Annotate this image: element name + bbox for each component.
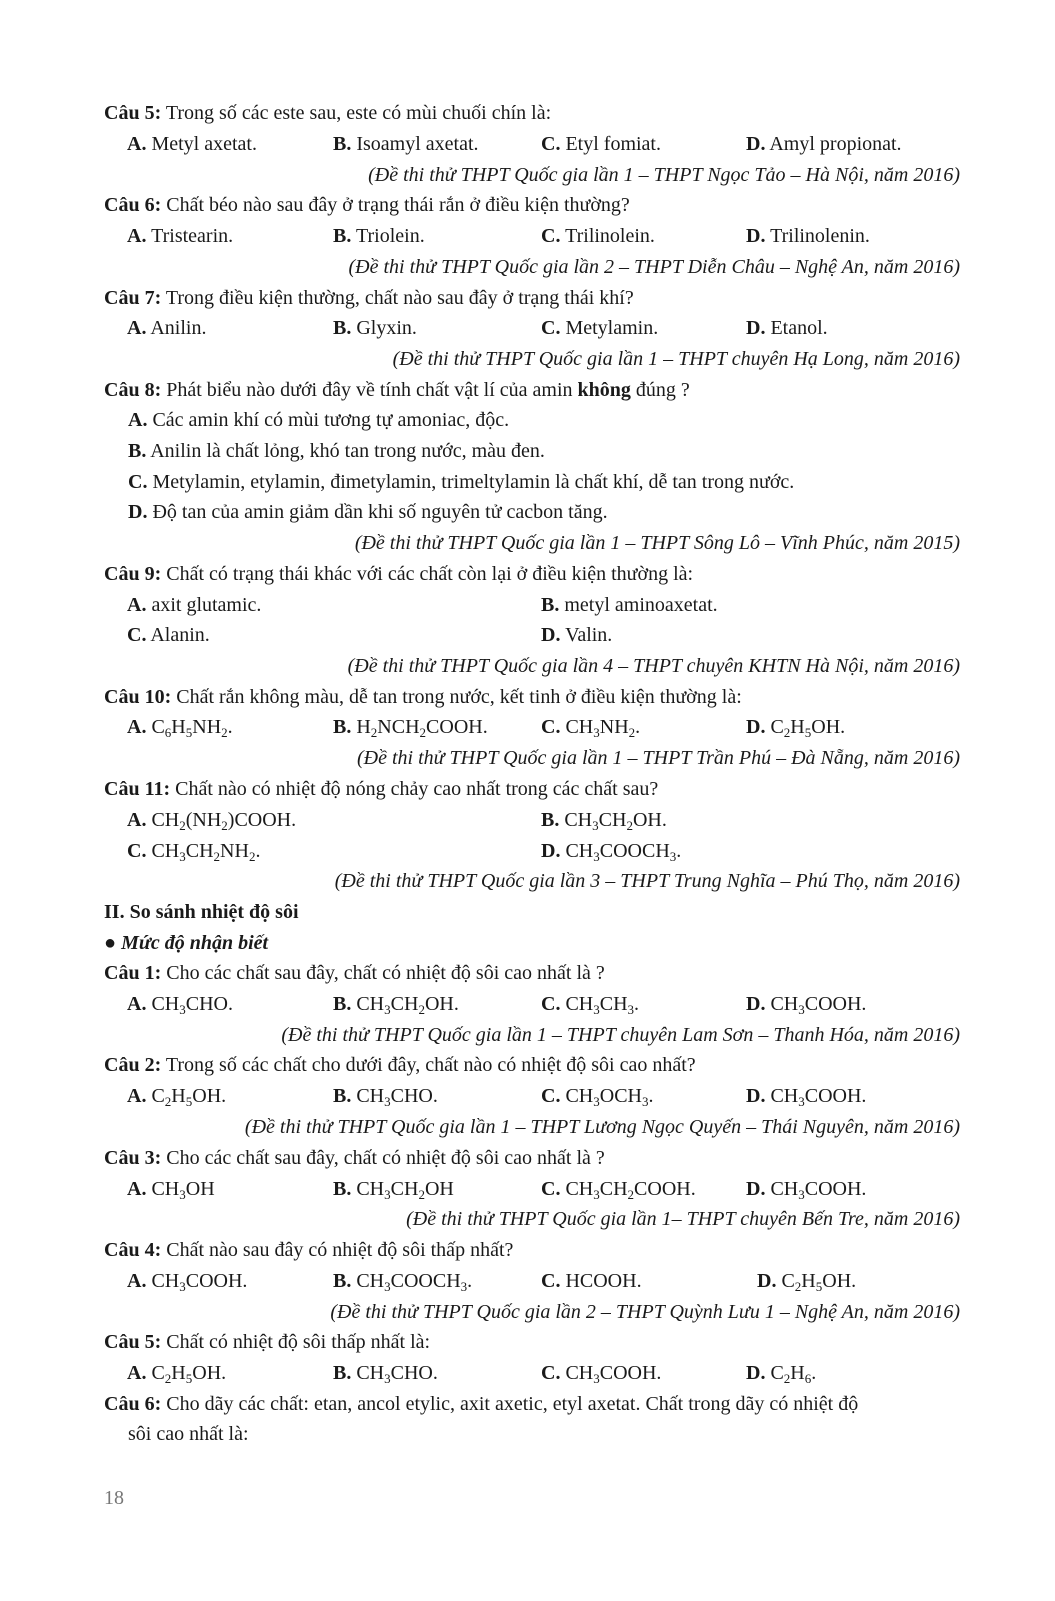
source-citation: (Đề thi thử THPT Quốc gia lần 4 – THPT chuyên KHTN Hà Nội, năm 2016)	[347, 655, 960, 677]
options-row: A. Metyl axetat. B. Isoamyl axetat. C. Etyl fomiat. D. Amyl propionat.	[127, 133, 902, 155]
question-1b: Câu 1: Cho các chất sau đây, chất có nhiệt độ sôi cao nhất là ?	[104, 962, 605, 984]
options-row: A. $C_2H_5OH$. B. $CH_3CHO$. C. $CH_3COOH$. D. $C_2H_6$.	[127, 1362, 817, 1386]
source-citation: (Đề thi thử THPT Quốc gia lần 1 – THPT Ngọc Tảo – Hà Nội, năm 2016)	[368, 164, 960, 186]
source-citation: (Đề thi thử THPT Quốc gia lần 2 – THPT Quỳnh Lưu 1 – Nghệ An, năm 2016)	[330, 1301, 960, 1323]
source-citation: (Đề thi thử THPT Quốc gia lần 2 – THPT Diễn Châu – Nghệ An, năm 2016)	[348, 256, 960, 278]
option-line: D. Độ tan của amin giảm dần khi số nguyên tử cacbon tăng.	[128, 501, 608, 523]
level-title: ● Mức độ nhận biết	[104, 932, 269, 954]
question-6b: Câu 6: Cho dãy các chất: etan, ancol etylic, axit axetic, etyl axetat. Chất trong dãy có nhiệt độ	[104, 1393, 859, 1415]
question-8a: Câu 8: Phát biểu nào dưới đây về tính chất vật lí của amin không đúng ?	[104, 379, 690, 401]
options-row: C. Alanin. D. Valin.	[127, 624, 613, 646]
section-title: II. So sánh nhiệt độ sôi	[104, 901, 299, 923]
option-line: B. Anilin là chất lỏng, khó tan trong nước, màu đen.	[128, 440, 545, 462]
options-row: A. $CH_3COOH$. B. $CH_3COOCH_3$. C. HCOOH. D. $C_2H_5OH$.	[127, 1270, 857, 1294]
options-row: A. Anilin. B. Glyxin. C. Metylamin. D. Etanol.	[127, 317, 828, 339]
source-citation: (Đề thi thử THPT Quốc gia lần 1– THPT chuyên Bến Tre, năm 2016)	[406, 1208, 960, 1230]
question-5b: Câu 5: Chất có nhiệt độ sôi thấp nhất là:	[104, 1331, 431, 1353]
source-citation: (Đề thi thử THPT Quốc gia lần 1 – THPT Lương Ngọc Quyến – Thái Nguyên, năm 2016)	[244, 1116, 960, 1138]
question-11a: Câu 11: Chất nào có nhiệt độ nóng chảy cao nhất trong các chất sau?	[104, 778, 659, 800]
source-citation: (Đề thi thử THPT Quốc gia lần 1 – THPT chuyên Lam Sơn – Thanh Hóa, năm 2016)	[281, 1024, 960, 1046]
source-citation: (Đề thi thử THPT Quốc gia lần 1 – THPT chuyên Hạ Long, năm 2016)	[392, 348, 960, 370]
option-line: C. Metylamin, etylamin, đimetylamin, trimeltylamin là chất khí, dễ tan trong nước.	[128, 471, 795, 493]
source-citation: (Đề thi thử THPT Quốc gia lần 1 – THPT Sông Lô – Vĩnh Phúc, năm 2015)	[354, 532, 960, 554]
question-7a: Câu 7: Trong điều kiện thường, chất nào sau đây ở trạng thái khí?	[104, 287, 634, 309]
options-row: A. $C_2H_5OH$. B. $CH_3CHO$. C. $CH_3OCH_3$. D. $CH_3COOH$.	[127, 1085, 867, 1109]
options-row: A. Tristearin. B. Triolein. C. Trilinolein. D. Trilinolenin.	[127, 225, 870, 247]
question-3b: Câu 3: Cho các chất sau đây, chất có nhiệt độ sôi cao nhất là ?	[104, 1147, 605, 1169]
options-row: C. $CH_3CH_2NH_2$. D. $CH_3COOCH_3$.	[127, 840, 682, 864]
options-row: A. $CH_2(NH_2)COOH$. B. $CH_3CH_2OH$.	[127, 809, 667, 833]
question-4b: Câu 4: Chất nào sau đây có nhiệt độ sôi thấp nhất?	[104, 1239, 514, 1261]
question-6a: Câu 6: Chất béo nào sau đây ở trạng thái rắn ở điều kiện thường?	[104, 194, 630, 216]
question-10a: Câu 10: Chất rắn không màu, dễ tan trong nước, kết tinh ở điều kiện thường là:	[104, 686, 742, 708]
options-row: A. axit glutamic. B. metyl aminoaxetat.	[127, 594, 718, 616]
question-6b-continued: sôi cao nhất là:	[128, 1423, 249, 1445]
question-2b: Câu 2: Trong số các chất cho dưới đây, chất nào có nhiệt độ sôi cao nhất?	[104, 1054, 696, 1076]
question-5a: Câu 5: Trong số các este sau, este có mùi chuối chín là:	[104, 102, 552, 124]
source-citation: (Đề thi thử THPT Quốc gia lần 1 – THPT Trần Phú – Đà Nẵng, năm 2016)	[357, 747, 960, 769]
question-9a: Câu 9: Chất có trạng thái khác với các chất còn lại ở điều kiện thường là:	[104, 563, 694, 585]
option-line: A. Các amin khí có mùi tương tự amoniac, độc.	[128, 409, 510, 431]
options-row: A. $C_6H_5NH_2$. B. $H_2NCH_2COOH$. C. $CH_3NH_2$. D. $C_2H_5OH$.	[127, 716, 846, 740]
options-row: A. $CH_3OH$ B. $CH_3CH_2OH$ C. $CH_3CH_2COOH$. D. $CH_3COOH$.	[127, 1178, 867, 1202]
page-number: 18	[104, 1487, 124, 1509]
options-row: A. $CH_3CHO$. B. $CH_3CH_2OH$. C. $CH_3CH_3$. D. $CH_3COOH$.	[127, 993, 867, 1017]
source-citation: (Đề thi thử THPT Quốc gia lần 3 – THPT Trung Nghĩa – Phú Thọ, năm 2016)	[334, 870, 960, 892]
